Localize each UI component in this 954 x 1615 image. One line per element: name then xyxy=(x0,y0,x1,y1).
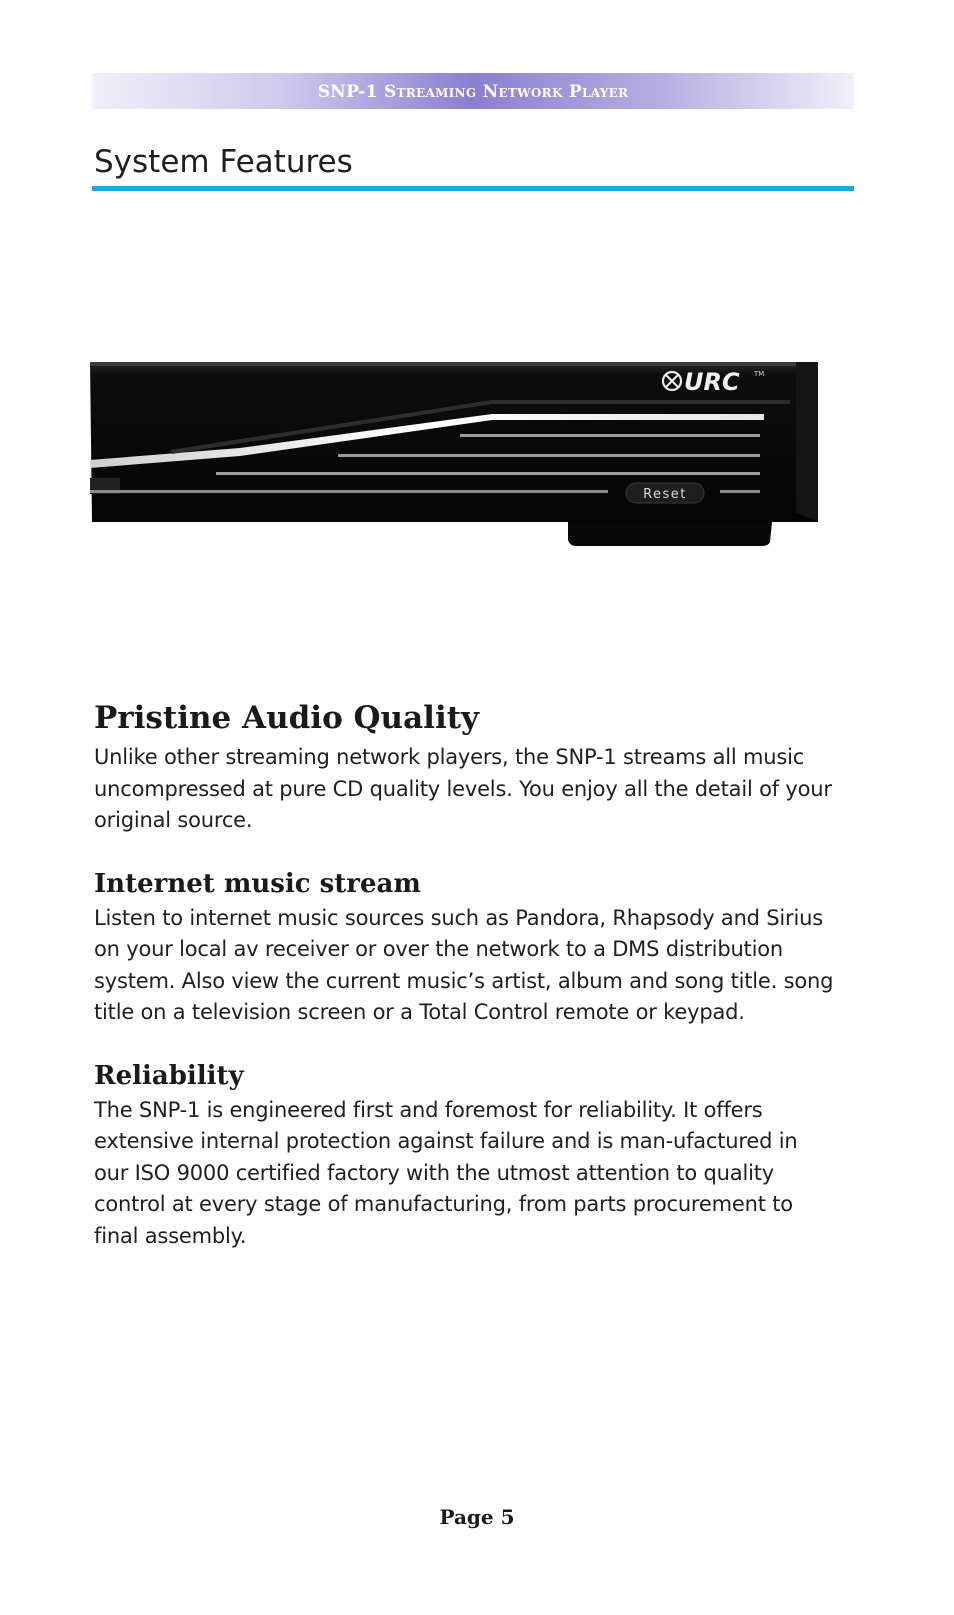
page-number: Page 5 xyxy=(439,1505,515,1529)
urc-logo-text: URC xyxy=(684,368,740,396)
feature-list xyxy=(94,700,834,1252)
feature-heading-audio-quality: Pristine Audio Quality xyxy=(94,700,480,736)
title-rule xyxy=(92,186,854,191)
snp1-device-image xyxy=(90,362,840,562)
running-header xyxy=(92,73,854,109)
feature-heading-internet-stream: Internet music stream xyxy=(94,868,421,899)
trademark-mark: TM xyxy=(754,370,765,378)
feature-body-reliability: The SNP-1 is engineered first and foremost for reliability. It offers extensive internal protection against failure and is man-ufactured in our ISO 9000 certified factory with the utmost attention to quality control at every stage of manufacturing, from parts procurement to final assembly. xyxy=(94,1097,798,1248)
device-foot xyxy=(568,522,772,546)
feature-body-audio-quality: Unlike other streaming network players, the SNP-1 streams all music uncompressed at pure CD quality levels. You enjoy all the detail of your original source. xyxy=(94,745,832,832)
feature-body-internet-stream: Listen to internet music sources such as Pandora, Rhapsody and Sirius on your local av receiver or over the network to a DMS distribution system. Also view the current music’s artist, album and song title. song title on a television screen or a Total Control remote or keypad. xyxy=(94,905,834,1024)
section-title: System Features xyxy=(94,144,353,180)
feature-heading-reliability: Reliability xyxy=(94,1060,244,1091)
running-header-title: SNP-1 Streaming Network Player xyxy=(317,82,629,102)
reset-label: Reset xyxy=(643,487,687,502)
